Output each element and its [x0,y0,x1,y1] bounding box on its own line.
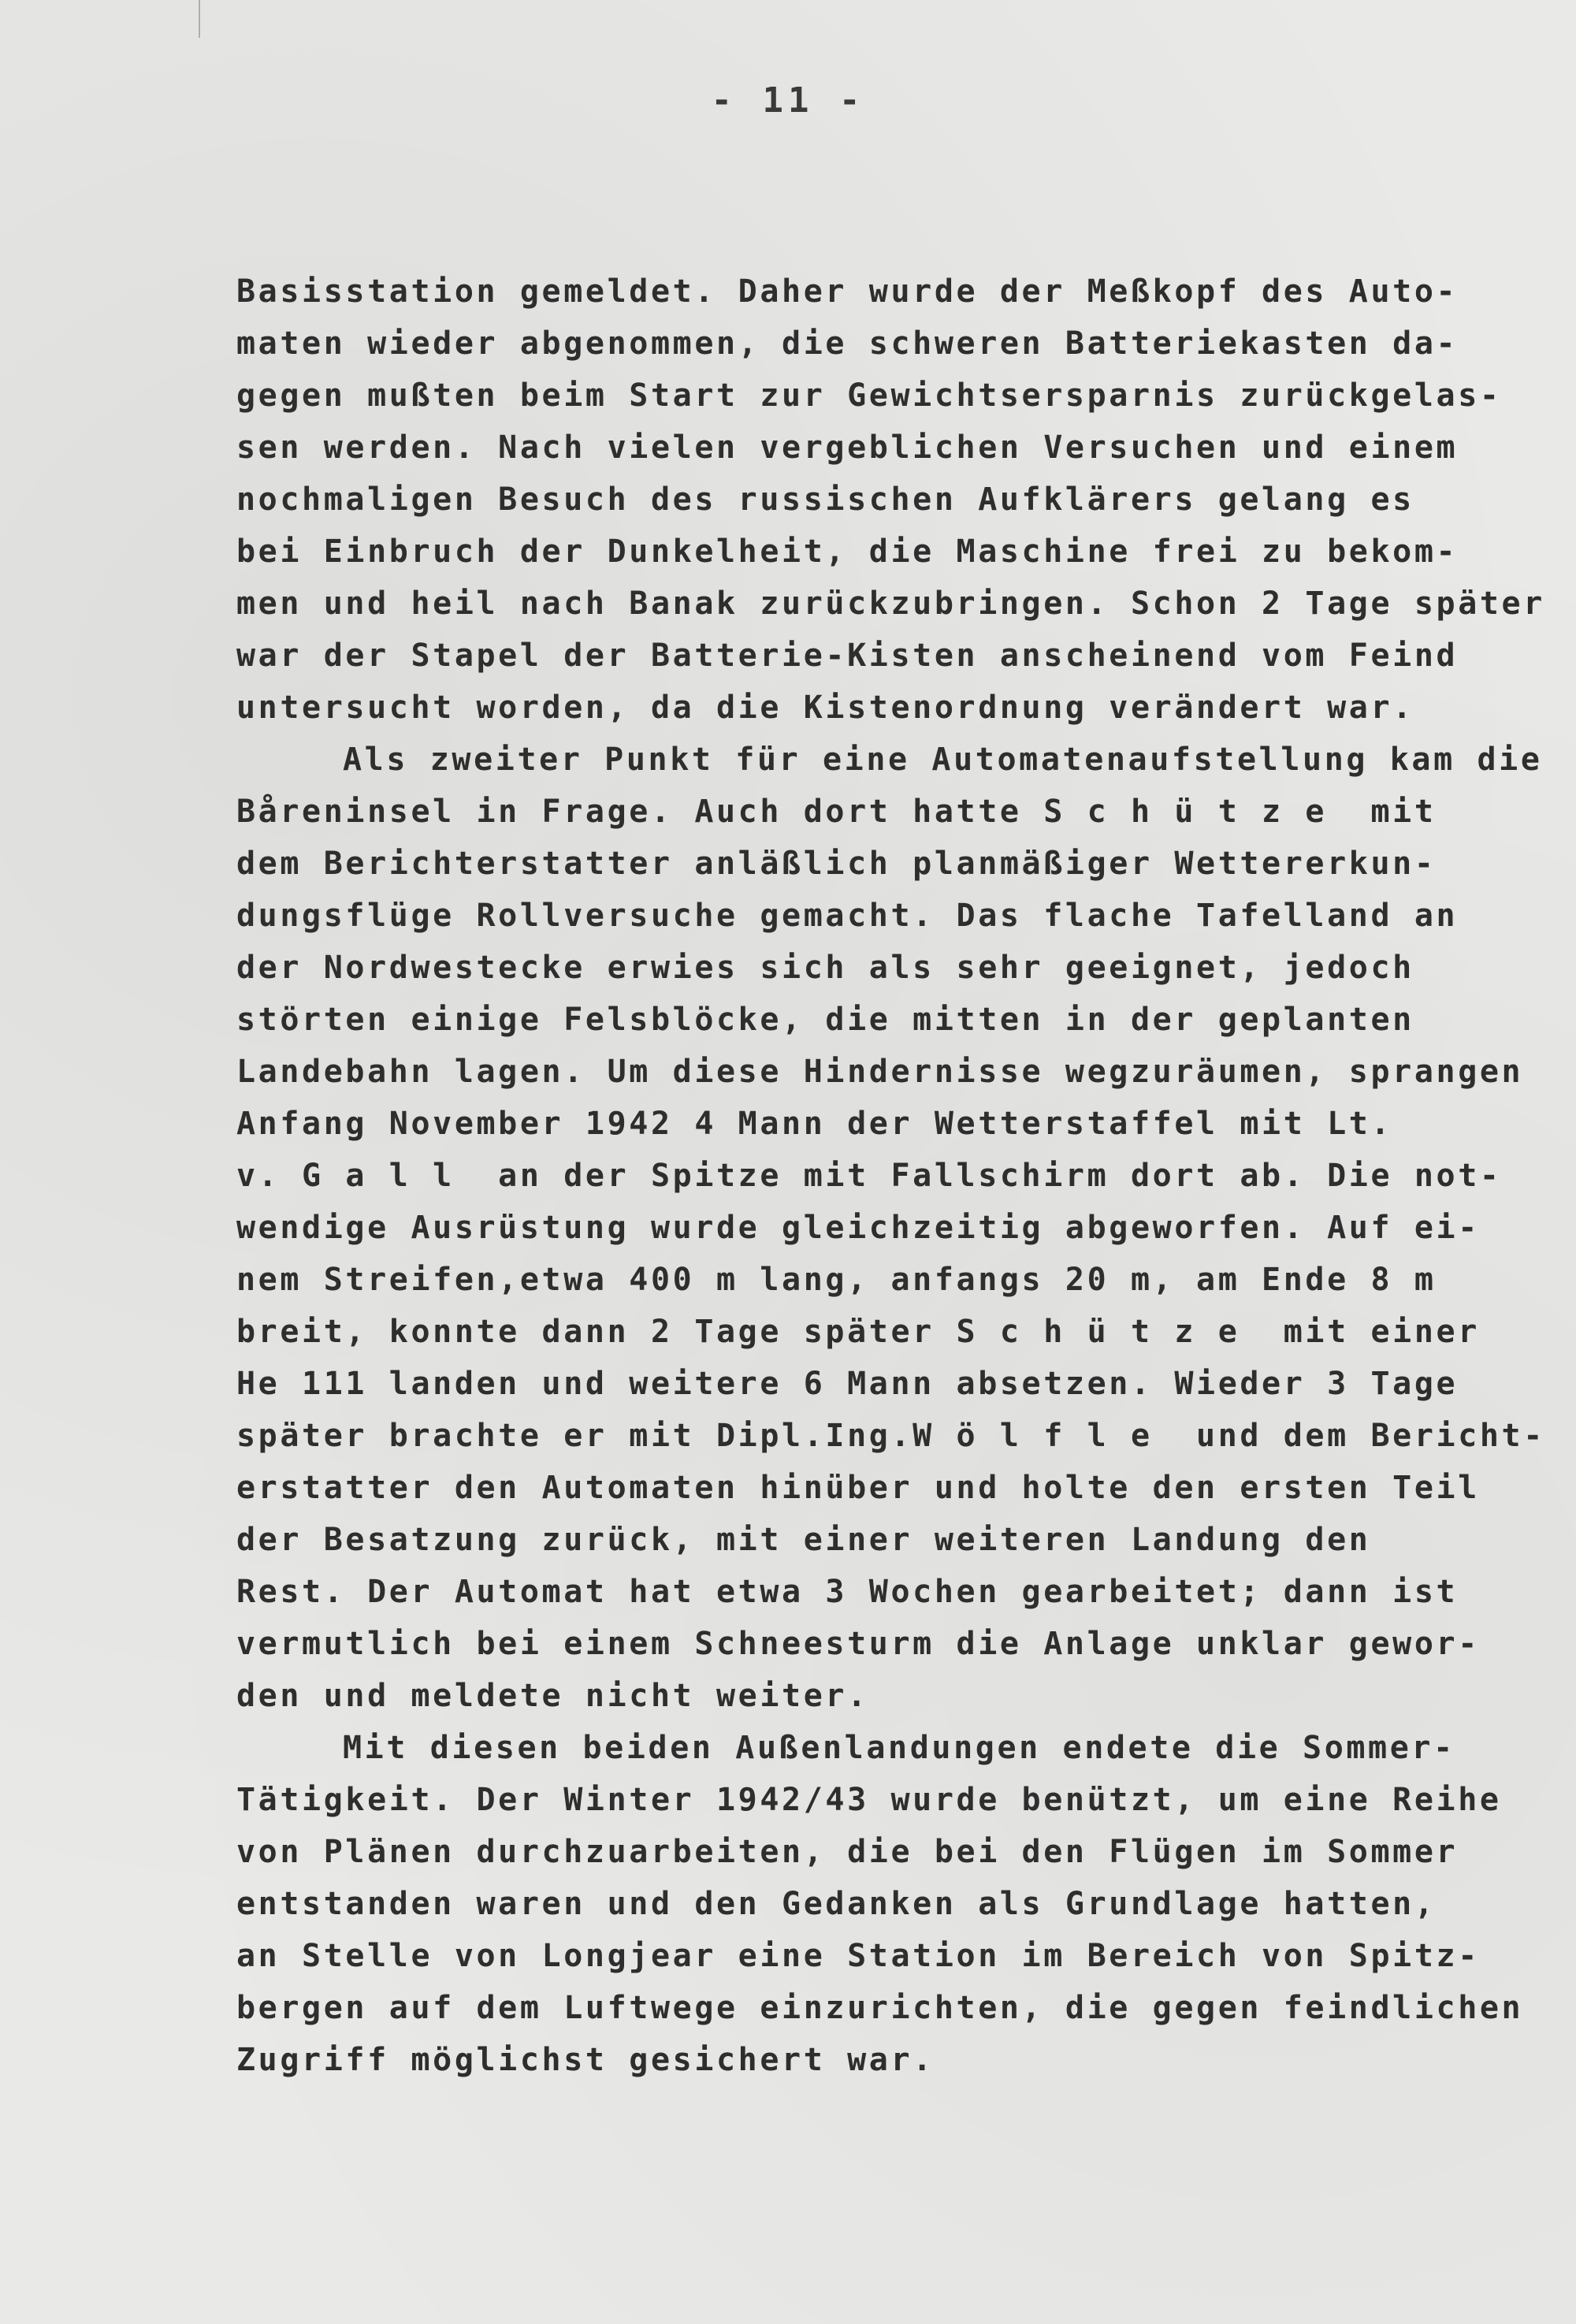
text-line: Zugriff möglichst gesichert war. [236,2042,935,2078]
text-line: Basisstation gemeldet. Daher wurde der Meßkopf des Auto- [236,273,1459,310]
text-line: nochmaligen Besuch des russischen Aufklärers gelang es [236,482,1414,518]
text-line: gegen mußten beim Start zur Gewichtsersparnis zurückgelas- [236,377,1502,414]
text-line: der Nordwestecke erwies sich als sehr geeignet, jedoch [236,950,1414,986]
text-line: entstanden waren und den Gedanken als Grundlage hatten, [236,1886,1437,1922]
text-line: bergen auf dem Luftwege einzurichten, die gegen feindlichen [236,1990,1524,2026]
text-line: an Stelle von Longjear eine Station im Bereich von Spitz- [236,1938,1480,1974]
text-line: untersucht worden, da die Kistenordnung verändert war. [236,690,1414,726]
text-line: war der Stapel der Batterie-Kisten anscheinend vom Feind [236,638,1459,674]
page-number: - 11 - [711,80,865,121]
text-line: maten wieder abgenommen, die schweren Batteriekasten da- [236,325,1459,362]
text-line: He 111 landen und weitere 6 Mann absetzen. Wieder 3 Tage [236,1366,1459,1402]
text-line: dem Berichterstatter anläßlich planmäßiger Wettererkun- [236,846,1437,882]
paragraph-first-line: Mit diesen beiden Außenlandungen endete die Sommer- [343,1730,1455,1766]
paragraph-first-line: Als zweiter Punkt für eine Automatenaufstellung kam die [343,742,1543,778]
text-line: bei Einbruch der Dunkelheit, die Maschine frei zu bekom- [236,534,1459,570]
text-line: nem Streifen,etwa 400 m lang, anfangs 20 m, am Ende 8 m [236,1262,1437,1298]
text-line: dungsflüge Rollversuche gemacht. Das flache Tafelland an [236,898,1459,934]
text-line: der Besatzung zurück, mit einer weiteren Landung den [236,1522,1371,1558]
text-line: sen werden. Nach vielen vergeblichen Versuchen und einem [236,429,1459,466]
text-line: v. G a l l an der Spitze mit Fallschirm dort ab. Die not- [236,1158,1502,1194]
text-line: Landebahn lagen. Um diese Hindernisse wegzuräumen, sprangen [236,1054,1524,1090]
text-line: men und heil nach Banak zurückzubringen. Schon 2 Tage später [236,586,1545,622]
text-line: später brachte er mit Dipl.Ing.W ö l f l e und dem Bericht- [236,1418,1545,1454]
text-line: wendige Ausrüstung wurde gleichzeitig abgeworfen. Auf ei- [236,1210,1480,1246]
text-line: Rest. Der Automat hat etwa 3 Wochen gearbeitet; dann ist [236,1574,1459,1610]
text-line: erstatter den Automaten hinüber und holte den ersten Teil [236,1470,1480,1506]
text-line: Anfang November 1942 4 Mann der Wetterstaffel mit Lt. [236,1106,1393,1142]
text-line: Båreninsel in Frage. Auch dort hatte S c h ü t z e mit [236,794,1437,830]
text-line: breit, konnte dann 2 Tage später S c h ü t z e mit einer [236,1314,1480,1350]
text-line: den und meldete nicht weiter. [236,1678,869,1714]
text-line: störten einige Felsblöcke, die mitten in der geplanten [236,1002,1414,1038]
text-line: von Plänen durchzuarbeiten, die bei den Flügen im Sommer [236,1834,1459,1870]
text-line: Tätigkeit. Der Winter 1942/43 wurde benützt, um eine Reihe [236,1782,1502,1818]
text-line: vermutlich bei einem Schneesturm die Anlage unklar gewor- [236,1626,1480,1662]
